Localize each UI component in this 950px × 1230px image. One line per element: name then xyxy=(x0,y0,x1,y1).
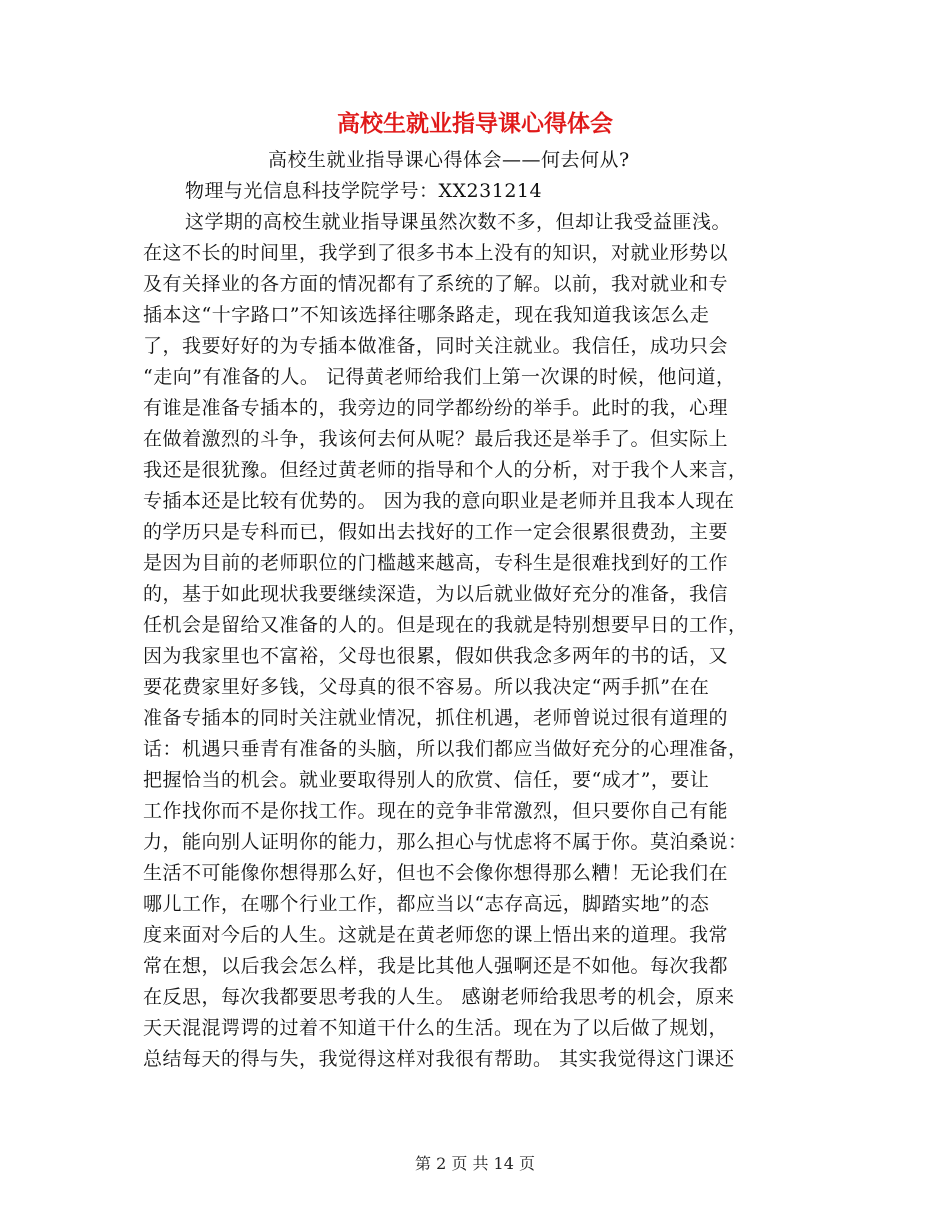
paragraph-line: 在这不长的时间里，我学到了很多书本上没有的知识，对就业形势以 xyxy=(143,242,729,264)
paragraph-line: 的学历只是专科而已，假如出去找好的工作一定会很累很费劲，主要 xyxy=(143,521,729,543)
paragraph-line: 工作找你而不是你找工作。现在的竞争非常激烈，但只要你自己有能 xyxy=(143,800,729,822)
paragraph-line: 生活不可能像你想得那么好，但也不会像你想得那么糟！无论我们在 xyxy=(143,862,729,884)
paragraph-line: 总结每天的得与失，我觉得这样对我很有帮助。 其实我觉得这门课还 xyxy=(143,1048,735,1070)
paragraph-line: 把握恰当的机会。就业要取得别人的欣赏、信任，要“成才”，要让 xyxy=(143,769,710,791)
page-footer: 第 2 页 共 14 页 xyxy=(415,1154,535,1173)
paragraph-line: 天天混混谔谔的过着不知道干什么的生活。现在为了以后做了规划， xyxy=(143,1017,729,1039)
document-body xyxy=(143,145,811,1075)
paragraph-line: 专插本还是比较有优势的。 因为我的意向职业是老师并且我本人现在 xyxy=(143,490,735,512)
paragraph-line: 有谁是准备专插本的，我旁边的同学都纷纷的举手。此时的我，心理 xyxy=(143,397,729,419)
paragraph-line: 是因为目前的老师职位的门槛越来越高，专科生是很难找到好的工作 xyxy=(143,552,729,574)
document-byline: 物理与光信息科技学院学号：XX231214 xyxy=(185,180,543,202)
paragraph-line: 在做着激烈的斗争，我该何去何从呢？最后我还是举手了。但实际上 xyxy=(143,428,729,450)
paragraph-line: 我还是很犹豫。但经过黄老师的指导和个人的分析，对于我个人来言， xyxy=(143,459,748,481)
paragraph-line: 力，能向别人证明你的能力，那么担心与忧虑将不属于你。莫泊桑说： xyxy=(143,831,748,853)
paragraph-line: 准备专插本的同时关注就业情况，抓住机遇，老师曾说过很有道理的 xyxy=(143,707,729,729)
paragraph-line: “走向”有准备的人。 记得黄老师给我们上第一次课的时候，他问道， xyxy=(143,366,736,388)
paragraph-line: 任机会是留给又准备的人的。但是现在的我就是特别想要早日的工作， xyxy=(143,614,748,636)
paragraph-line: 要花费家里好多钱，父母真的很不容易。所以我决定“两手抓”在在 xyxy=(143,676,710,698)
paragraph-line: 的，基于如此现状我要继续深造，为以后就业做好充分的准备，我信 xyxy=(143,583,729,605)
paragraph-line: 常在想，以后我会怎么样，我是比其他人强啊还是不如他。每次我都 xyxy=(143,955,729,977)
document-title: 高校生就业指导课心得体会 xyxy=(337,111,613,137)
paragraph-line: 度来面对今后的人生。这就是在黄老师您的课上悟出来的道理。我常 xyxy=(143,924,729,946)
paragraph-line: 话：机遇只垂青有准备的头脑，所以我们都应当做好充分的心理准备， xyxy=(143,738,748,760)
paragraph-line: 及有关择业的各方面的情况都有了系统的了解。以前，我对就业和专 xyxy=(143,273,729,295)
document-subtitle: 高校生就业指导课心得体会——何去何从? xyxy=(268,149,630,171)
paragraph-line: 因为我家里也不富裕，父母也很累，假如供我念多两年的书的话，又 xyxy=(143,645,729,667)
paragraph-line: 插本这“十字路口”不知该选择往哪条路走，现在我知道我该怎么走 xyxy=(143,304,710,326)
paragraph-line: 在反思，每次我都要思考我的人生。 感谢老师给我思考的机会，原来 xyxy=(143,986,735,1008)
paragraph-line: 了，我要好好的为专插本做准备，同时关注就业。我信任，成功只会 xyxy=(143,335,729,357)
paragraph-line: 这学期的高校生就业指导课虽然次数不多，但却让我受益匪浅。 xyxy=(185,211,732,233)
paragraph-line: 哪儿工作，在哪个行业工作，都应当以“志存高远，脚踏实地”的态 xyxy=(143,893,710,915)
